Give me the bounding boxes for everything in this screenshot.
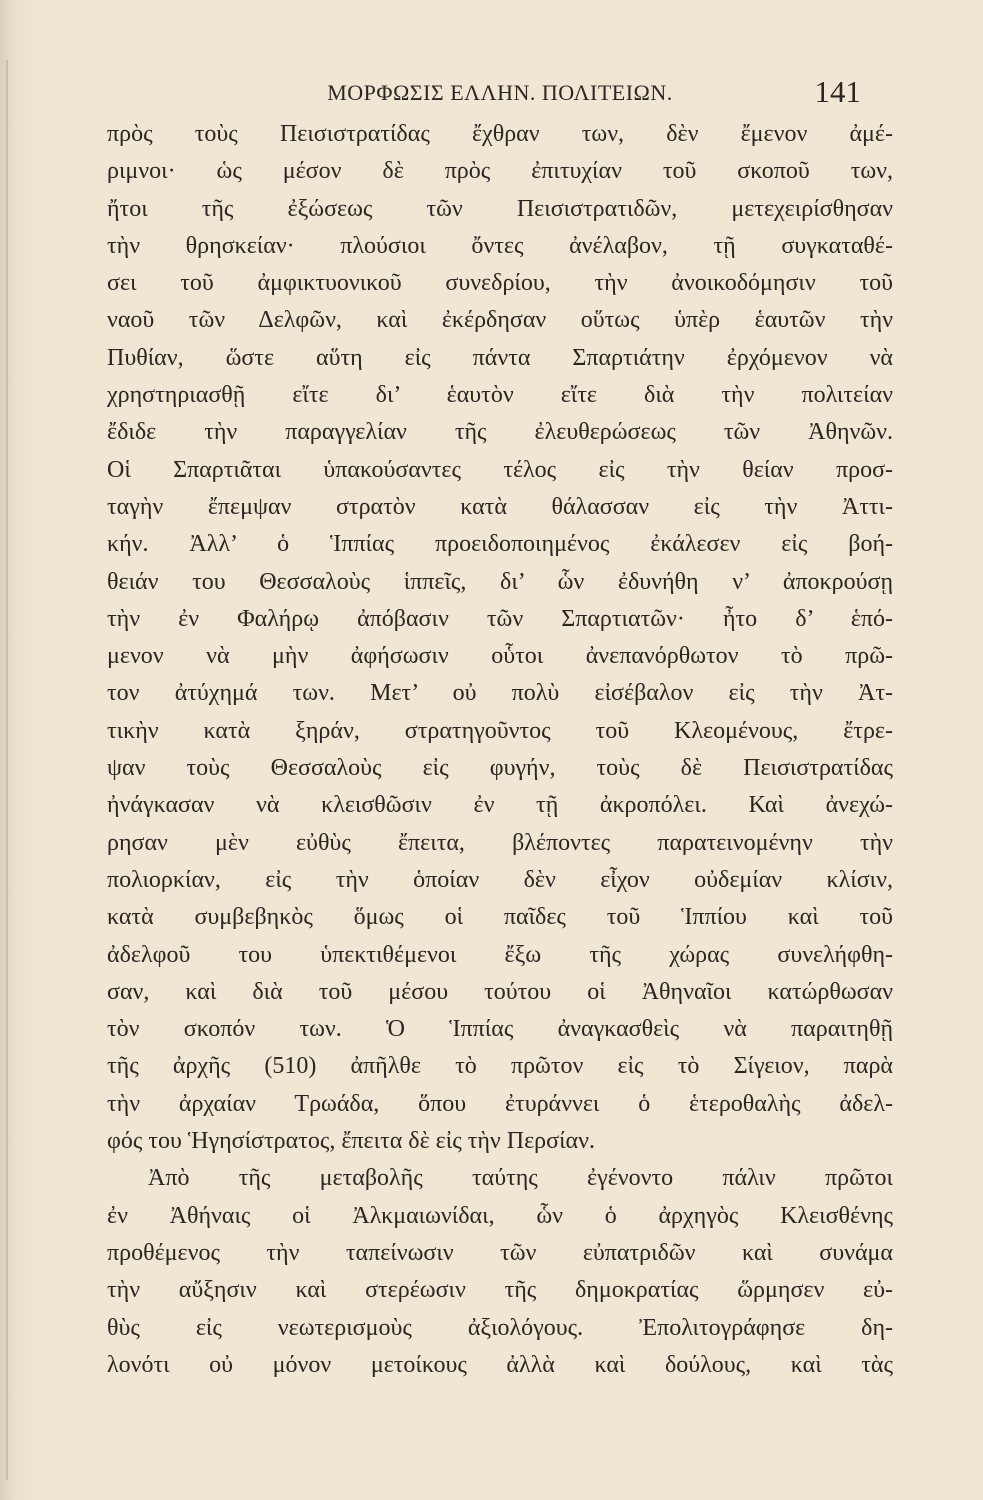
- binding-edge: [6, 60, 8, 1480]
- text-line: προθέμενος τὴν ταπείνωσιν τῶν εὐπατριδῶν καὶ συνάμα: [107, 1239, 893, 1266]
- text-line: θὺς εἰς νεωτερισμοὺς ἀξιολόγους. Ἐπολιτογράφησε δη-: [107, 1314, 893, 1341]
- text-line: πολιορκίαν, εἰς τὴν ὁποίαν δὲν εἶχον οὐδεμίαν κλίσιν,: [107, 866, 893, 893]
- text-line: τῆς ἀρχῆς (510) ἀπῆλθε τὸ πρῶτον εἰς τὸ Σίγειον, παρὰ: [107, 1053, 893, 1080]
- text-line: Οἱ Σπαρτιᾶται ὑπακούσαντες τέλος εἰς τὴν θείαν προσ-: [107, 456, 893, 483]
- text-line: τὴν θρησκείαν· πλούσιοι ὄντες ἀνέλαβον, τῇ συγκαταθέ-: [107, 232, 893, 259]
- text-line: λονότι οὐ μόνον μετοίκους ἀλλὰ καὶ δούλους, καὶ τὰς: [107, 1351, 893, 1378]
- text-line: ἀδελφοῦ του ὑπεκτιθέμενοι ἔξω τῆς χώρας συνελήφθη-: [107, 941, 893, 968]
- text-line: ρησαν μὲν εὐθὺς ἔπειτα, βλέποντες παρατεινομένην τὴν: [107, 829, 893, 856]
- text-line: σαν, καὶ διὰ τοῦ μέσου τούτου οἱ Ἀθηναῖοι κατώρθωσαν: [107, 978, 893, 1005]
- text-line: τὴν ἐν Φαλήρῳ ἀπόβασιν τῶν Σπαρτιατῶν· ἦτο δ’ ἑπό-: [107, 605, 893, 632]
- text-line: τὴν αὔξησιν καὶ στερέωσιν τῆς δημοκρατίας ὥρμησεν εὐ-: [107, 1277, 893, 1304]
- text-line: τὸν σκοπόν των. Ὁ Ἱππίας ἀναγκασθεὶς νὰ παραιτηθῇ: [107, 1016, 893, 1043]
- text-line: κατὰ συμβεβηκὸς ὅμως οἱ παῖδες τοῦ Ἱππίου καὶ τοῦ: [107, 904, 893, 931]
- text-line: Πυθίαν, ὥστε αὕτη εἰς πάντα Σπαρτιάτην ἐρχόμενον νὰ: [107, 344, 893, 371]
- text-line: σει τοῦ ἀμφικτυονικοῦ συνεδρίου, τὴν ἀνοικοδόμησιν τοῦ: [107, 270, 893, 297]
- running-title: ΜΟΡΦΩΣΙΣ ΕΛΛΗΝ. ΠΟΛΙΤΕΙΩΝ.: [327, 80, 673, 105]
- text-line: πρὸς τοὺς Πεισιστρατίδας ἔχθραν των, δὲν ἔμενον ἀμέ-: [107, 121, 893, 147]
- text-line: φός του Ἡγησίστρατος, ἔπειτα δὲ εἰς τὴν Περσίαν.: [107, 1128, 595, 1155]
- text-line: ἐν Ἀθήναις οἱ Ἀλκμαιωνίδαι, ὧν ὁ ἀρχηγὸς Κλεισθένης: [107, 1202, 893, 1229]
- page-number: 141: [814, 74, 861, 109]
- text-line: ἤτοι τῆς ἐξώσεως τῶν Πεισιστρατιδῶν, μετεχειρίσθησαν: [107, 195, 893, 222]
- text-line: ἔδιδε τὴν παραγγελίαν τῆς ἐλευθερώσεως τῶν Ἀθηνῶν.: [107, 419, 893, 446]
- text-line: χρηστηριασθῇ εἴτε δι’ ἑαυτὸν εἴτε διὰ τὴν πολιτείαν: [107, 382, 893, 409]
- text-line: ταγὴν ἔπεμψαν στρατὸν κατὰ θάλασσαν εἰς τὴν Ἀττι-: [107, 493, 893, 520]
- text-line: τον ἀτύχημά των. Μετ’ οὐ πολὺ εἰσέβαλον εἰς τὴν Ἀτ-: [107, 680, 893, 707]
- text-line: Ἀπὸ τῆς μεταβολῆς ταύτης ἐγένοντο πάλιν πρῶτοι: [148, 1165, 893, 1192]
- text-line: ριμνοι· ὡς μέσον δὲ πρὸς ἐπιτυχίαν τοῦ σκοποῦ των,: [107, 158, 893, 185]
- text-line: τικὴν κατὰ ξηράν, στρατηγοῦντος τοῦ Κλεομένους, ἔτρε-: [107, 717, 893, 744]
- text-line: ναοῦ τῶν Δελφῶν, καὶ ἐκέρδησαν οὕτως ὑπὲρ ἑαυτῶν τὴν: [107, 307, 893, 334]
- text-line: θειάν του Θεσσαλοὺς ἱππεῖς, δι’ ὧν ἐδυνήθη ν’ ἀποκρούσῃ: [107, 568, 893, 595]
- running-head: [107, 74, 893, 114]
- text-line: ψαν τοὺς Θεσσαλοὺς εἰς φυγήν, τοὺς δὲ Πεισιστρατίδας: [107, 755, 893, 782]
- body-text: [107, 116, 893, 1384]
- text-line: κήν. Ἀλλ’ ὁ Ἱππίας προειδοποιημένος ἐκάλεσεν εἰς βοή-: [107, 531, 893, 558]
- text-line: τὴν ἀρχαίαν Τρωάδα, ὅπου ἐτυράννει ὁ ἑτεροθαλὴς ἀδελ-: [107, 1090, 893, 1117]
- text-line: μενον νὰ μὴν ἀφήσωσιν οὗτοι ἀνεπανόρθωτον τὸ πρῶ-: [107, 643, 893, 670]
- text-line: ἠνάγκασαν νὰ κλεισθῶσιν ἐν τῇ ἀκροπόλει. Καὶ ἀνεχώ-: [107, 792, 893, 819]
